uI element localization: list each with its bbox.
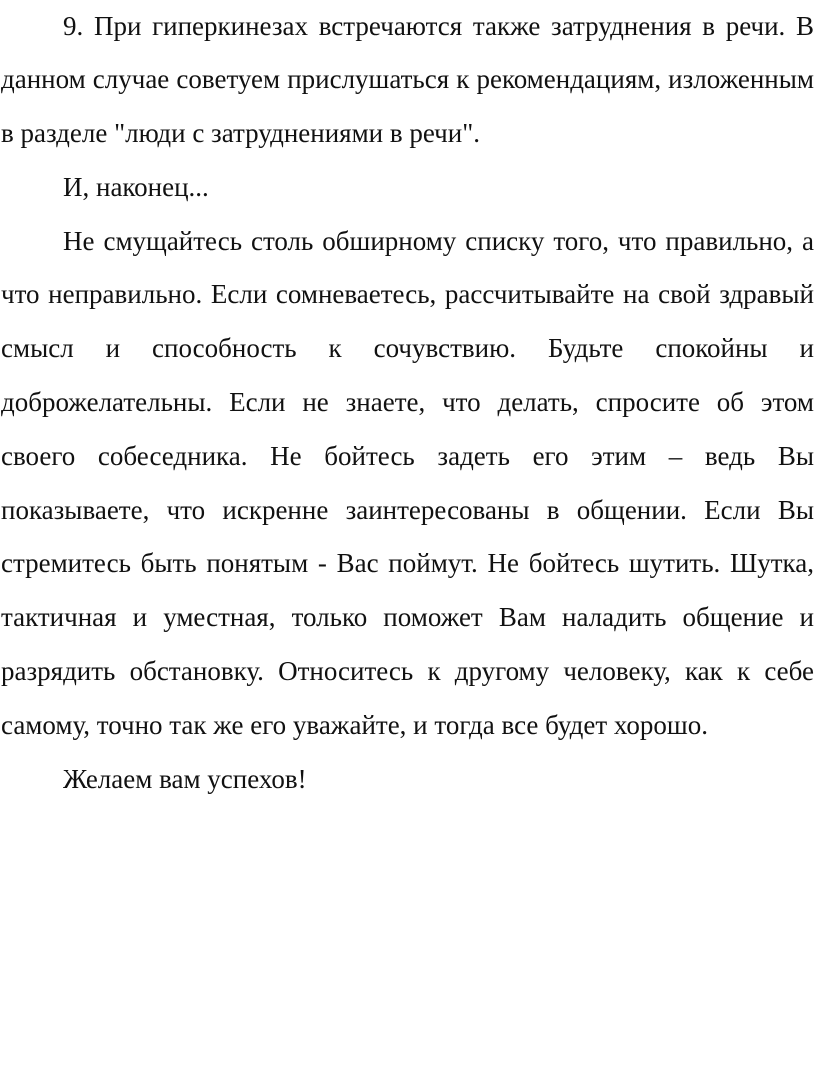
- paragraph-hyperkinesis: 9. При гиперкинезах встречаются также затруднения в речи. В данном случае советуем прислушаться к рекомендациям, изложенным в разделе "люди с затруднениями в речи".: [1, 10, 814, 149]
- paragraph-finally: И, наконец...: [63, 171, 209, 202]
- paragraph-advice: Не смущайтесь столь обширному списку того, что правильно, а что неправильно. Если сомневаетесь, рассчитывайте на свой здравый смысл и способность к сочувствию. Будьте спокойны и доброжелательны. Если не знаете, что делать, спросите об этом своего собеседника. Не бойтесь задеть его этим – ведь Вы показываете, что искренне заинтересованы в общении. Если Вы стремитесь быть понятым - Вас поймут. Не бойтесь шутить. Шутка, тактичная и уместная, только поможет Вам наладить общение и разрядить обстановку. Относитесь к другому человеку, как к себе самому, точно так же его уважайте, и тогда все будет хорошо.: [1, 225, 814, 740]
- paragraph-wishes: Желаем вам успехов!: [63, 763, 307, 794]
